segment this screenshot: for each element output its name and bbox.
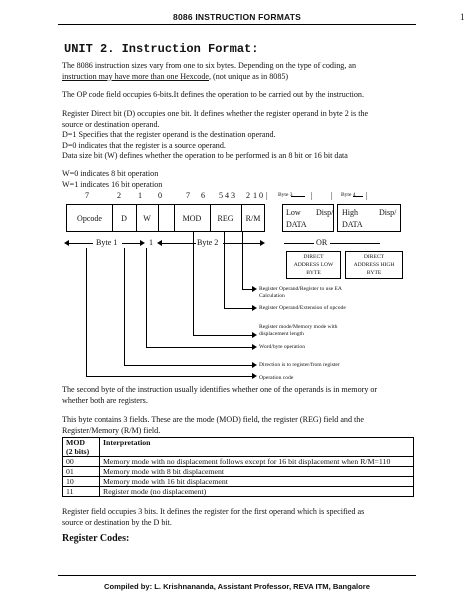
- register-field-line-2: source or destination by the D bit.: [62, 517, 172, 527]
- intro-hexcode-text: instruction may have more than one Hexcode: [62, 71, 209, 81]
- bit-num: 1: [138, 191, 143, 200]
- page-number: 1: [460, 12, 465, 22]
- mod-table-header: [63, 438, 414, 457]
- annotation-mod-line-1: Register mode/Memory mode with: [259, 324, 338, 330]
- annotation-rm: [259, 286, 342, 300]
- w1-line: W=1 indicates 16 bit operation: [62, 180, 163, 189]
- bit-num: 7: [85, 191, 90, 200]
- byte1-right-arrow: [140, 240, 145, 246]
- annotation-reg: Register Operand/Extension of opcode: [259, 305, 346, 311]
- opcode-field: Opcode: [77, 213, 102, 223]
- three-fields-paragraph: [62, 415, 414, 436]
- second-byte-line-2: whether both are registers.: [62, 395, 148, 405]
- dal-line-2: ADDRESS LOW: [293, 262, 334, 268]
- byte3-dash: [291, 196, 305, 197]
- direct-address-high-box: [345, 251, 403, 279]
- annotation-d: Direction is to register/from register: [259, 362, 340, 368]
- w-leader: [146, 248, 147, 347]
- dah-line-3: BYTE: [366, 270, 382, 276]
- low-disp-data-box: [282, 204, 334, 232]
- table-row: [63, 477, 414, 487]
- byte1-end-marker: 1: [149, 238, 154, 247]
- bit-num: 4: [225, 191, 230, 200]
- register-field-line-1: Register field occupies 3 bits. It defines the register for the first operand which is specified as: [62, 507, 365, 516]
- data-label-1: DATA: [286, 220, 307, 229]
- reg-field: REG: [217, 213, 234, 223]
- intro-text-3: , (not unique as in 8085): [209, 71, 289, 81]
- intro-paragraph: [62, 61, 414, 82]
- byte4-label: Byte 4: [341, 192, 356, 198]
- high-disp-data-box: [337, 204, 401, 232]
- disp-label-1: Disp/: [316, 208, 334, 217]
- mod-table: [62, 437, 414, 497]
- second-byte-line-1: The second byte of the instruction usually identifies whether one of the operands is in memory or: [62, 385, 378, 394]
- opcode-paragraph: The OP code field occupies 6-bits.It defines the operation to be carried out by the instruction.: [62, 90, 365, 99]
- bit-num: 2: [246, 191, 251, 200]
- d-field: D: [121, 213, 127, 223]
- d-bit-line-4: D=0 indicates that the register is a source operand.: [62, 140, 226, 150]
- or-label: OR: [316, 238, 328, 247]
- footer-rule: [58, 575, 416, 576]
- d-bit-line-2: source or destination operand.: [62, 119, 160, 129]
- d-leader: [124, 248, 125, 365]
- mod-value: 01: [63, 467, 100, 477]
- rm-leader: [242, 232, 243, 289]
- bit-num: 0: [158, 191, 163, 200]
- table-row: [63, 467, 414, 477]
- annotation-w: Word/byte operation: [259, 344, 305, 350]
- annotation-mod-line-2: displacement length: [259, 331, 304, 337]
- intro-text-1: The 8086 instruction sizes vary from one to six bytes. Depending on the type of coding, an: [62, 61, 357, 70]
- dah-line-2: ADDRESS HIGH: [353, 262, 395, 268]
- rm-field: R/M: [245, 213, 261, 223]
- direct-address-low-box: [286, 251, 341, 279]
- mod-field: MOD: [182, 213, 202, 223]
- disp-label-2: Disp/: [379, 208, 397, 217]
- data-size-line: Data size bit (W) defines whether the operation to be performed is an 8 bit or 16 bit data: [62, 151, 348, 160]
- table-row: [63, 487, 414, 497]
- d-bit-line-3: D=1 Specifies that the register operand is the destination operand.: [62, 130, 276, 139]
- annotation-mod: [259, 324, 337, 338]
- second-byte-paragraph: [62, 385, 414, 406]
- interpretation-header: Interpretation: [100, 438, 414, 457]
- annotation-rm-line-1: Register Operand/Register to use EA: [259, 286, 342, 292]
- mod-interpretation: Memory mode with 8 bit displacement: [100, 467, 414, 477]
- byte3-label: Byte 3: [278, 192, 293, 198]
- d-bit-paragraph: [62, 109, 414, 162]
- register-codes-heading: Register Codes:: [62, 533, 130, 544]
- page-footer: Compiled by: L. Krishnananda, Assistant Professor, REVA ITM, Bangalore: [104, 582, 370, 591]
- byte1-label: Byte 1: [96, 238, 118, 247]
- bit-num: 1: [253, 191, 258, 200]
- data-label-2: DATA: [342, 220, 363, 229]
- byte2-right-arrow: [260, 240, 265, 246]
- mod-interpretation: Memory mode with no displacement follows except for 16 bit displacement when R/M=110: [100, 457, 414, 467]
- mod-leader: [193, 232, 194, 335]
- three-fields-line-2: Register/Memory (R/M) field.: [62, 425, 161, 435]
- dah-line-1: DIRECT: [363, 254, 385, 260]
- bit-num: 5: [219, 191, 224, 200]
- mod-header-cell: MOD (2 bits): [63, 438, 100, 457]
- mod-value: 11: [63, 487, 100, 497]
- bit-num: 2: [117, 191, 122, 200]
- bit-num: 3: [231, 191, 236, 200]
- w0-line: W=0 indicates 8 bit operation: [62, 169, 159, 178]
- byte1-2-box: [66, 204, 265, 232]
- page-header: 8086 INSTRUCTION FORMATS: [173, 12, 301, 22]
- dal-line-3: BYTE: [306, 270, 321, 276]
- three-fields-line-1: This byte contains 3 fields. These are the mode (MOD) field, the register (REG) field and the: [62, 415, 364, 424]
- bit-num: 0: [259, 191, 264, 200]
- annotation-opcode: Operation code: [259, 375, 294, 381]
- bit-number-row: 7 2 1 0 7 6 5 4 3 2 1 0 | Byte 3 | | Byte 4 |: [85, 191, 368, 200]
- w-field: W: [143, 213, 151, 223]
- table-row: [63, 457, 414, 467]
- mod-value: 00: [63, 457, 100, 467]
- bit-num: 6: [201, 191, 206, 200]
- bit-num: 7: [186, 191, 191, 200]
- annotation-rm-line-2: Calculation: [259, 293, 285, 299]
- low-label: Low: [286, 208, 301, 217]
- dal-line-1: DIRECT: [303, 254, 324, 260]
- reg-leader: [224, 232, 225, 308]
- high-label: High: [342, 208, 358, 217]
- opcode-leader: [86, 248, 87, 376]
- mod-interpretation: Register mode (no displacement): [100, 487, 414, 497]
- byte4-dash: [353, 196, 363, 197]
- mod-interpretation: Memory mode with 16 bit displacement: [100, 477, 414, 487]
- register-field-paragraph: [62, 507, 414, 528]
- mod-value: 10: [63, 477, 100, 487]
- unit-title: UNIT 2. Instruction Format:: [64, 42, 259, 56]
- byte2-label: Byte 2: [197, 238, 219, 247]
- d-bit-line-1: Register Direct bit (D) occupies one bit. It defines whether the register operand in byte 2 is the: [62, 109, 369, 118]
- header-rule: [58, 24, 416, 25]
